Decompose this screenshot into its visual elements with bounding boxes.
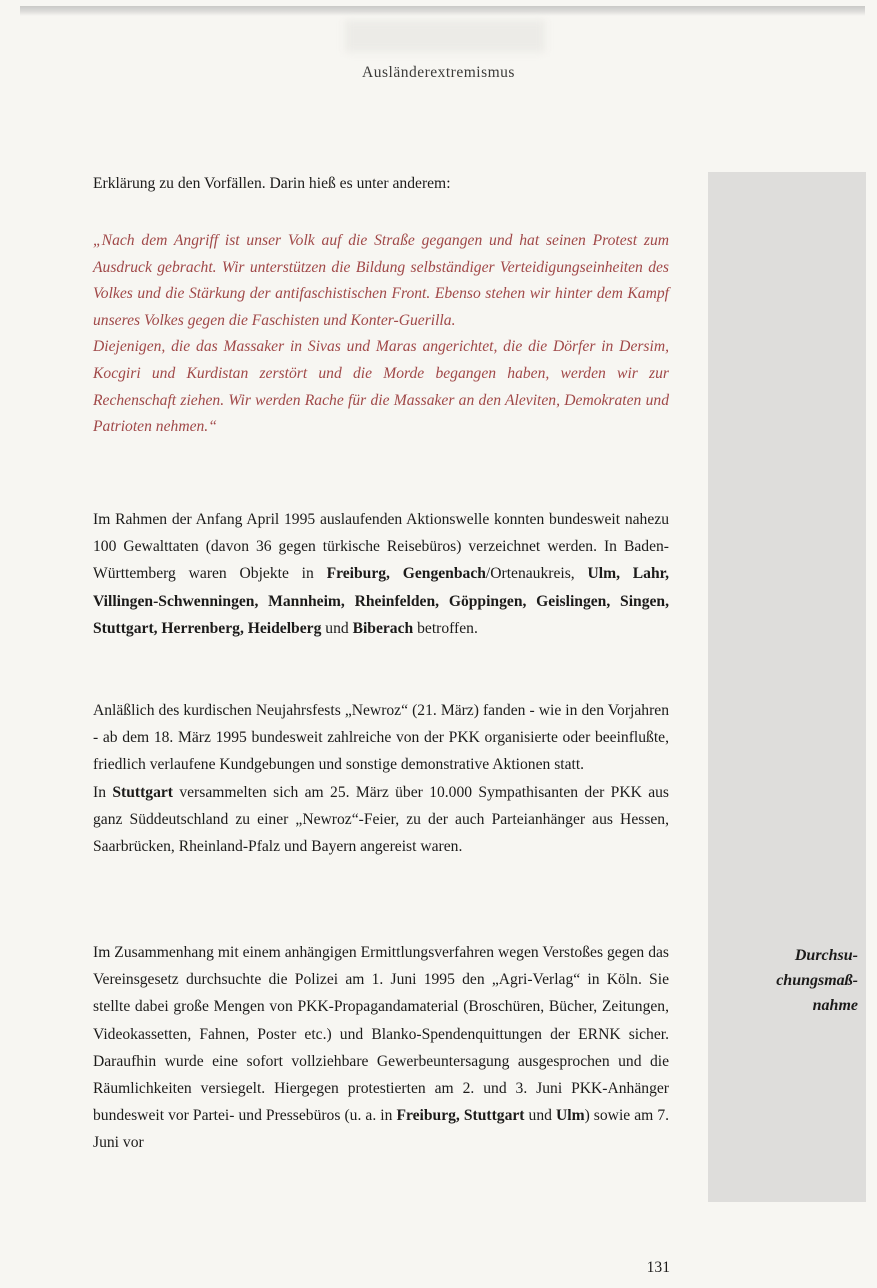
intro-paragraph [93, 170, 669, 197]
city-list: Freiburg, Gengenbach [326, 565, 486, 583]
city-list: Freiburg, Stuttgart [396, 1107, 525, 1125]
text-span: und [321, 619, 353, 637]
paragraph-attacks [93, 506, 669, 642]
text-span: ) sowie am 7. Juni vor [93, 1107, 670, 1152]
scan-smudge [345, 20, 545, 52]
quote-paragraph-2: Diejenigen, die das Massaker in Sivas und Maras angerichtet, die die Dörfer in Dersim, Kocgiri und Kurdistan zerstört und die Morde begangen haben, werden wir zur Rechenschaft ziehen. Wir werden Rache für die Massaker an den Aleviten, Demokraten und Patrioten nehmen.“ [93, 338, 669, 436]
paragraph-newroz-text: Anläßlich des kurdischen Neujahrsfests „Newroz“ (21. März) fanden - wie in den Vorjahren - ab dem 18. März 1995 bundesweit zahlreiche von der PKK organisierte oder beeinflußte, friedlich verlaufene Kundgebungen und sonstige demonstrative Aktionen statt. [93, 702, 669, 774]
intro-text: Erklärung zu den Vorfällen. Darin hieß es unter anderem: [93, 175, 451, 192]
quote-block [93, 228, 669, 441]
text-span: /Ortenaukreis, [485, 565, 588, 583]
text-span: Im Rahmen der Anfang April 1995 auslaufenden Aktionswelle konnten bundesweit nahezu 100 Gewalttaten (davon 36 gegen türkische Reisebüros) verzeichnet werden. In Baden-Württemberg waren Objekte in [93, 511, 669, 583]
quote-paragraph-1: „Nach dem Angriff ist unser Volk auf die Straße gegangen und hat seinen Protest zum Ausdruck gebracht. Wir unterstützen die Bildung selbständiger Verteidigungseinheiten des Volkes und die Stärkung der antifaschistischen Front. Ebenso stehen wir hinter dem Kampf unseres Volkes gegen die Faschisten und Konter-Guerilla. [93, 232, 669, 329]
page-number: 131 [646, 1259, 670, 1276]
running-header: Ausländerextremismus [362, 64, 515, 81]
scan-edge-shadow [20, 6, 865, 16]
city-name: Ulm [555, 1107, 585, 1125]
city-list: Ulm, Lahr, Villingen-Schwenningen, Mannheim, Rheinfelden, Göppingen, Geislingen, Singen, Stuttgart, Herrenberg, Heidelberg [93, 565, 670, 637]
paragraph-attacks-text [93, 506, 669, 642]
paragraph-search-text [93, 939, 669, 1157]
text-span: betroffen. [413, 619, 478, 637]
margin-column [708, 172, 866, 1202]
text-span: und [524, 1107, 556, 1125]
paragraph-newroz [93, 697, 669, 860]
margin-note: Durchsu- chungsmaß- nahme [776, 947, 858, 1014]
text-span: Im Zusammenhang mit einem anhängigen Ermittlungsverfahren wegen Verstoßes gegen das Vereinsgesetz durchsuchte die Polizei am 1. Juni 1995 den „Agri-Verlag“ in Köln. Sie stellte dabei große Mengen von PKK-Propagandamaterial (Broschüren, Bücher, Zeitungen, Videokassetten, Fahnen, Poster etc.) und Blanko-Spendenquittungen der ERNK sicher. Daraufhin wurde eine sofort vollziehbare Gewerbeuntersagung ausgesprochen und die Räumlichkeiten versiegelt. Hiergegen protestierten am 2. und 3. Juni PKK-Anhänger bundesweit vor Partei- und Pressebüros (u. a. in [93, 944, 669, 1125]
paragraph-stuttgart-text [93, 779, 669, 861]
city-name: Biberach [352, 619, 414, 637]
paragraph-search [93, 939, 669, 1157]
city-name: Stuttgart [112, 783, 173, 801]
text-span: versammelten sich am 25. März über 10.000 Sympathisanten der PKK aus ganz Süddeutschland zu einer „Newroz“-Feier, zu der auch Parteianhänger aus Hessen, Saarbrücken, Rheinland-Pfalz und Bayern angereist waren. [93, 783, 669, 856]
text-span: In [93, 783, 113, 801]
